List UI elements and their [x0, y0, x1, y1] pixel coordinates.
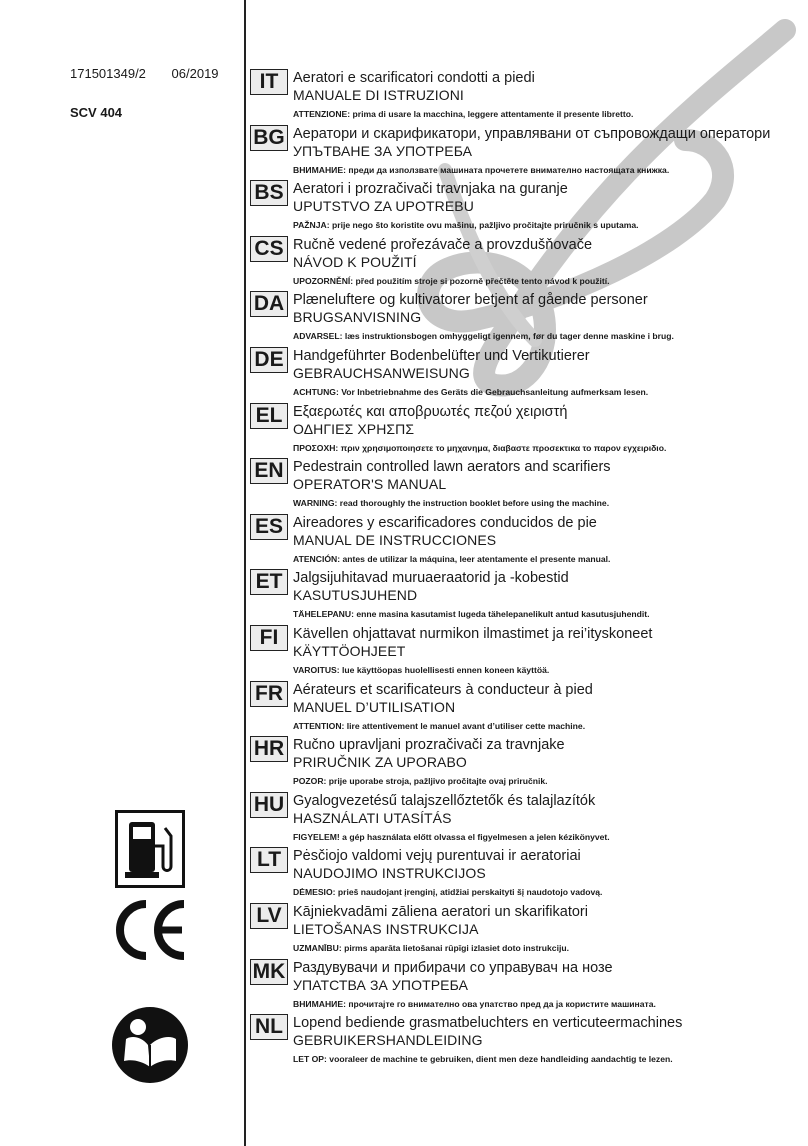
language-code-badge: IT — [250, 69, 288, 95]
language-entry-lv — [250, 903, 800, 959]
language-code-badge: EN — [250, 458, 288, 484]
language-list — [250, 69, 800, 1070]
entry-warning: DĖMESIO: prieš naudojant įrenginį, atidžiai perskaityti šį naudotojo vadovą. — [293, 887, 603, 898]
language-entry-en — [250, 458, 800, 514]
entry-warning: ATENCIÓN: antes de utilizar la máquina, leer atentamente el presente manual. — [293, 553, 611, 564]
model-name: SCV 404 — [70, 105, 123, 120]
language-code-badge: LT — [250, 847, 288, 873]
language-code-badge: BS — [250, 180, 288, 206]
entry-subtitle: PRIRUČNIK ZA UPORABO — [293, 754, 467, 771]
language-code-badge: MK — [250, 959, 288, 985]
language-entry-mk — [250, 959, 800, 1015]
entry-title: Plæneluftere og kultivatorer betjent af gående personer — [293, 292, 648, 309]
language-code-badge: HU — [250, 792, 288, 818]
entry-warning: POZOR: prije uporabe stroja, pažljivo pročitajte ovaj priručnik. — [293, 776, 548, 787]
entry-subtitle: BRUGSANVISNING — [293, 309, 422, 326]
language-code-badge: NL — [250, 1014, 288, 1040]
fuel-pump-icon — [115, 810, 185, 888]
language-code-badge: BG — [250, 125, 288, 151]
entry-warning: TÄHELEPANU: enne masina kasutamist lugeda tähelepanelikult antud kasutusjuhendit. — [293, 609, 650, 620]
entry-title: Gyalogvezetésű talajszellőztetők és talajlazítók — [293, 792, 596, 809]
entry-subtitle: LIETOŠANAS INSTRUKCIJA — [293, 920, 479, 937]
entry-subtitle: MANUEL D’UTILISATION — [293, 698, 456, 715]
entry-title: Kājniekvadāmi zāliena aeratori un skarifikatori — [293, 903, 588, 920]
entry-title: Ručně vedené prořezávače a provzdušňovače — [293, 236, 593, 253]
entry-warning: ВНИМАНИЕ: преди да използвате машината прочетете внимателно настоящата книжка. — [293, 164, 670, 175]
entry-warning: ADVARSEL: læs instruktionsbogen omhyggeligt igennem, før du tager denne maskine i brug. — [293, 331, 674, 342]
entry-warning: ACHTUNG: Vor Inbetriebnahme des Geräts die Gebrauchsanleitung aufmerksam lesen. — [293, 386, 649, 397]
entry-subtitle: OPERATOR'S MANUAL — [293, 476, 447, 493]
language-code-badge: HR — [250, 736, 288, 762]
entry-subtitle: MANUALE DI ISTRUZIONI — [293, 87, 464, 103]
entry-subtitle: GEBRUIKERSHANDLEIDING — [293, 1032, 483, 1049]
language-entry-nl — [250, 1014, 800, 1070]
language-entry-bs — [250, 180, 800, 236]
entry-title: Aérateurs et scarificateurs à conducteur à pied — [293, 681, 593, 698]
language-code-badge: LV — [250, 903, 288, 929]
entry-title: Ručno upravljani prozračivači za travnjake — [293, 737, 565, 754]
entry-warning: ATTENTION: lire attentivement le manuel avant d’utiliser cette machine. — [293, 720, 586, 731]
entry-warning: UPOZORNĚNÍ: před použitím stroje si pozorně přečtěte tento návod k použití. — [293, 275, 610, 286]
language-entry-fr — [250, 681, 800, 737]
language-entry-hu — [250, 792, 800, 848]
language-code-badge: FI — [250, 625, 288, 651]
doc-date: 06/2019 — [171, 66, 219, 81]
language-code-badge: DA — [250, 291, 288, 317]
document-meta — [70, 66, 219, 81]
entry-title: Pėsčiojo valdomi vejų purentuvai ir aeratoriai — [293, 848, 581, 865]
entry-warning: ВНИМАНИЕ: прочитајте го внимателно ова упатство пред да ја користите машината. — [293, 998, 656, 1009]
language-entry-bg — [250, 125, 800, 181]
entry-warning: VAROITUS: lue käyttöopas huolellisesti ennen koneen käyttöä. — [293, 664, 550, 675]
language-entry-el — [250, 403, 800, 459]
entry-title: Handgeführter Bodenbelüfter und Vertikutierer — [293, 347, 590, 364]
ce-mark-icon — [110, 898, 190, 962]
language-entry-cs — [250, 236, 800, 292]
entry-subtitle: УПАТСТВА ЗА УПОТРЕБА — [293, 976, 469, 993]
entry-subtitle: УПЪТВАНЕ ЗА УПОТРЕБА — [293, 142, 473, 159]
language-entry-hr — [250, 736, 800, 792]
entry-subtitle: UPUTSTVO ZA UPOTREBU — [293, 198, 474, 215]
entry-warning: WARNING: read thoroughly the instruction booklet before using the machine. — [293, 498, 610, 509]
entry-title: Pedestrain controlled lawn aerators and scarifiers — [293, 459, 611, 476]
language-entry-lt — [250, 847, 800, 903]
language-code-badge: CS — [250, 236, 288, 262]
entry-warning: PAŽNJA: prije nego što koristite ovu mašinu, pažljivo pročitajte priručnik s uputama. — [293, 220, 639, 231]
entry-title: Jalgsijuhitavad muruaeraatorid ja -kobestid — [293, 570, 569, 587]
entry-subtitle: NÁVOD K POUŽITÍ — [293, 253, 417, 270]
language-code-badge: ES — [250, 514, 288, 540]
language-code-badge: EL — [250, 403, 288, 429]
entry-subtitle: MANUAL DE INSTRUCCIONES — [293, 531, 497, 548]
doc-number: 171501349/2 — [70, 66, 146, 81]
entry-title: Lopend bediende grasmatbeluchters en verticuteermachines — [293, 1015, 683, 1032]
language-entry-da — [250, 291, 800, 347]
language-entry-it — [250, 69, 800, 125]
entry-subtitle: HASZNÁLATI UTASÍTÁS — [293, 809, 452, 826]
entry-subtitle: GEBRAUCHSANWEISUNG — [293, 364, 470, 381]
entry-title: Раздувувачи и прибирачи со управувач на нозе — [293, 959, 613, 976]
entry-title: Aireadores y escarificadores conducidos de pie — [293, 514, 597, 531]
entry-subtitle: KASUTUSJUHEND — [293, 587, 418, 604]
language-entry-fi — [250, 625, 800, 681]
entry-warning: UZMANĪBU: pirms aparāta lietošanai rūpīgi izlasiet doto instrukciju. — [293, 942, 569, 953]
entry-title: Aeratori e scarificatori condotti a piedi — [293, 70, 535, 86]
entry-subtitle: KÄYTTÖOHJEET — [293, 642, 406, 659]
entry-warning: FIGYELEM! a gép használata előtt olvassa el figyelmesen a jelen kézikönyvet. — [293, 831, 610, 842]
language-entry-es — [250, 514, 800, 570]
read-manual-icon — [110, 1005, 190, 1085]
entry-title: Kävellen ohjattavat nurmikon ilmastimet ja rei’ityskoneet — [293, 625, 653, 642]
entry-title: Aeratori i prozračivači travnjaka na guranje — [293, 181, 568, 198]
language-entry-de — [250, 347, 800, 403]
language-code-badge: DE — [250, 347, 288, 373]
entry-subtitle: ΟΔΗΓΙΕΣ ΧΡΗΣΠΣ — [293, 420, 415, 437]
language-entry-et — [250, 569, 800, 625]
entry-title: Εξαερωτές και αποβρυωτές πεζού χειριστή — [293, 403, 568, 420]
entry-warning: ΠΡΟΣΟΧΗ: πριν χρησιμοποιησετε το μηχανημα, διαβαστε προσεκτικα το παρον εγχειριδιο. — [293, 442, 667, 453]
entry-warning: LET OP: vooraleer de machine te gebruiken, dient men deze handleiding aandachtig te lezen. — [293, 1054, 673, 1065]
entry-warning: ATTENZIONE: prima di usare la macchina, leggere attentamente il presente libretto. — [293, 109, 634, 119]
language-code-badge: FR — [250, 681, 288, 707]
entry-title: Аератори и скарификатори, управлявани от съпровождащи оператори — [293, 125, 771, 142]
language-code-badge: ET — [250, 569, 288, 595]
entry-subtitle: NAUDOJIMO INSTRUKCIJOS — [293, 865, 486, 882]
